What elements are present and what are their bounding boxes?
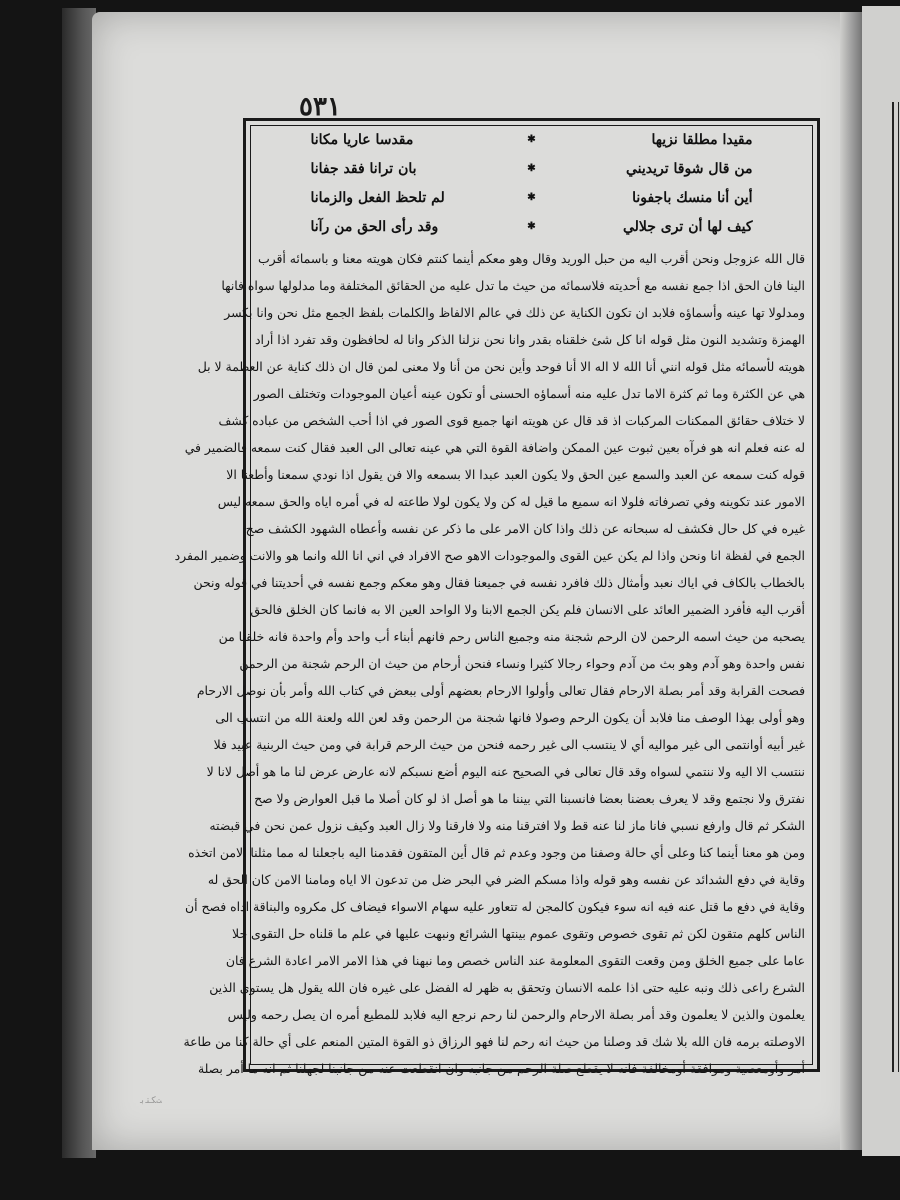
verse-row [256,125,807,154]
text-frame [174,118,820,1076]
text-line: بالخطاب بالكاف في اياك نعبد وأمثال ذلك فافرد نفسه في جميعنا فقال وهو معكم وجمع نفسه في أحديتنا في قوله ونحن [193,575,805,590]
prose-body [174,245,805,1076]
text-line: له عنه فعلم انه هو فرآه بعين ثبوت عين الممكن واضافة القوة التي هي عينه تعالى الى العبد فقال كنت سمعه فالضمير في [184,440,805,455]
text-line: الشكر ثم قال وارفع نسبي فانا ماز لنا عنه قط ولا افترقنا منه ولا فارقنا ولا زال العبد وكيف نزول عمن نحن في قبضته [209,818,805,833]
verse-second-hemistich: وقد رأى الحق من رآنا [310,218,439,235]
verse-separator-star-icon: ✱ [527,134,536,145]
text-line: قوله كنت سمعه عن العبد والسمع عين الحق ولا يكون العبد عبدا الا بسمعه والا فن يقول اذا نودي سمعنا وأطعنا الا [226,467,805,482]
text-line: وهو أولى بهذا الوصف منا فلابد أن يكون الرحم وصولا فانها شجنة من الرحمن وقد لعن الله ولعنة الله من انتسب الى [215,710,805,725]
text-line: الامور عند تكوينه وفي تصرفاته فلولا انه سميع ما قيل له كن ولا يكون لولا طاعته له في أمره اياه والحق سمعه ليس [217,494,805,509]
next-page-frame-rule [892,102,899,1072]
text-line: أقرب اليه فأفرد الضمير العائد على الانسان فلم يكن الجمع الابنا ولا الواحد العين الا به فانما كان الخلق فالحق [250,602,805,617]
text-line: عاما على جميع الخلق ومن وقعت التقوى المعلومة عند الناس خصص وما نبهنا في هذا الامر الامر اعادة الشرع فان [225,953,805,968]
text-line: غيره في كل حال فكشف له سبحانه عن ذلك واذا كان الامر على ما ذكر عن نفسه وأعطاه الشهود الكشف صح [245,521,805,536]
text-line: يصحبه من حيث اسمه الرحمن لان الرحم شجنة منه وجميع الناس رحم فانهم أبناء أب واحد وأم واحدة فانه خلقنا من [218,629,805,644]
verse-first-hemistich: من قال شوقا تريديني [626,160,753,177]
verse-second-hemistich: لم تلحظ الفعل والزمانا [310,189,445,206]
text-line: الينا فان الحق اذا جمع نفسه مع أحديته فلاسمائه من حيث ما تدل عليه من الحقائق المختلفة وما مدلولها سواه فانها [221,278,805,293]
text-line: غير أبيه أوانتمى الى غير مواليه أي لا ينتسب الى غير رحمه فنحن من حيث الرحم قرابة في ومن حيث الربنية عبيد فلا [213,737,805,752]
text-line: هي عن الكثرة وما ثم كثرة الاما تدل عليه منه أسماؤه الحسنى أو تكون عينه أعيان الموجودات وتختلف الصور [253,386,805,401]
text-line: نفس واحدة وهو آدم وهو بث من آدم وحواء رجالا كثيرا ونساء فنحن أرحام من حيث ان الرحم شجنة من الرحمن [239,656,805,671]
text-line: قال الله عزوجل ونحن أقرب اليه من حبل الوريد وقال وهو معكم أينما كنتم فكان هويته معنا و باسمائه أقرب [257,251,805,266]
book-edge-left [62,8,96,1158]
page-number: ٥٣١ [299,92,341,122]
text-line: الجمع في لفظة انا ونحن واذا لم يكن عين القوى والموجودات الاهو صح الافراد في اني انا الله وانما هو والانت وضمير المفرد [174,548,805,563]
text-line: الناس كلهم متقون لكن ثم تقوى خصوص وتقوى عموم بينتها الشرائع ونبهت عليها في علم ما قلناه حل التقوى حلا [232,926,805,941]
verse-separator-star-icon: ✱ [527,163,536,174]
text-line: فصحت القرابة وقد أمر بصلة الارحام فقال تعالى وأولوا الارحام بعضهم أولى ببعض في كتاب الله وأمر بأن نوصل الارحام [196,683,805,698]
text-line: وقاية في دفع ما قتل عنه فيه انه سوء فيكون كالمجن له تتعاور عليه سهام الاسواء فيضاف كل مكروه والبناقة اداه فصح أن [185,899,805,914]
verse-first-hemistich: أين أنا منسك باجفونا [632,189,753,206]
next-page-edge [862,6,900,1156]
text-line: يعلمون والذين لا يعلمون وقد أمر بصلة الارحام والرحمن لنا رحم نرجع اليه فلابد للمطيع أمره ان يصل رحمه وليس [227,1007,805,1022]
text-line: ومن هو معنا أينما كنا وعلى أي حالة وصفنا من وجود وعدم ثم قال أين المتقون فقدمنا اليه باجعلنا له مما مثلنا الامن اتخذه [188,845,805,860]
text-line: نفترق ولا نجتمع وقد لا يعرف بعضنا بعضا فانسبنا التي بيننا ما هو أصل اذ لو كان أصلا ما قبل العوارض ولا صح [254,791,805,806]
verse-separator-star-icon: ✱ [527,221,536,232]
text-line: الاوصلته برمه فان الله بلا شك قد وصلنا من حيث انه رحم لنا فهو الرزاق ذو القوة المتين المنعم على أي حالة كنا من طاعة [183,1034,805,1049]
text-line: الشرع راعى ذلك ونبه عليه حتى اذا علمه الانسان وتحقق به ظهر له الفضل على غيره فان الله يقول هل يستوى الذين [209,980,805,995]
verse-row [256,212,807,241]
text-line: الهمزة وتشديد النون مثل قوله انا كل شئ خلقناه بقدر وانا نحن نزلنا الذكر وانا له لحافظون وقد تفرد اذا أراد [254,332,805,347]
text-line: أمر وأومعصية وموافقة أومخالفة فانه لا يقطع صلة الرحم من جانبه وان انقطعت عنه من جانبنا لجهلنا ثم انه ما أمر بصلة [197,1061,805,1076]
verse-second-hemistich: بان ترانا فقد جفانا [310,160,417,177]
library-stamp: ﺖﻜﺘﺑ [140,1096,162,1106]
verse-separator-star-icon: ✱ [527,192,536,203]
text-line: لا ختلاف حقائق الممكنات المركبات اذ قد قال عن هويته انها جميع قوى الصور في اذا أحب الشخص من عباده كشف [218,413,805,428]
verse-second-hemistich: مقدسا عاريا مكانا [310,131,414,148]
verse-first-hemistich: مقيدا مطلقا نزيها [651,131,753,148]
verse-first-hemistich: كيف لها أن ترى جلالي [622,218,753,235]
text-line: وقاية في دفع الشدائد عن نفسه وهو قوله واذا مسكم الضر في البحر ضل من تدعون الا اياه ومامنا الامن كان الحق له [207,872,805,887]
text-line: ننتسب الا اليه ولا ننتمي لسواه وقد قال تعالى في الصحيح عنه اليوم أضع نسبكم لانه عارض عرض لنا ما هو أصل لانا لا [206,764,805,779]
verse-row [256,183,807,212]
text-line: هويته لأسمائه مثل قوله انني أنا الله لا اله الا أنا فوحد وأين نحن من أنا ولا معنى لمن قال ان ذلك كناية عن العظمة لا بل [197,359,805,374]
poem-verses [256,125,807,243]
text-line: ومدلولا تها عينه وأسماؤه فلابد ان تكون الكناية عن ذلك في عالم الالفاظ والكلمات بلفظ الجمع مثل نحن وانا بكسر [224,305,805,320]
verse-row [256,154,807,183]
